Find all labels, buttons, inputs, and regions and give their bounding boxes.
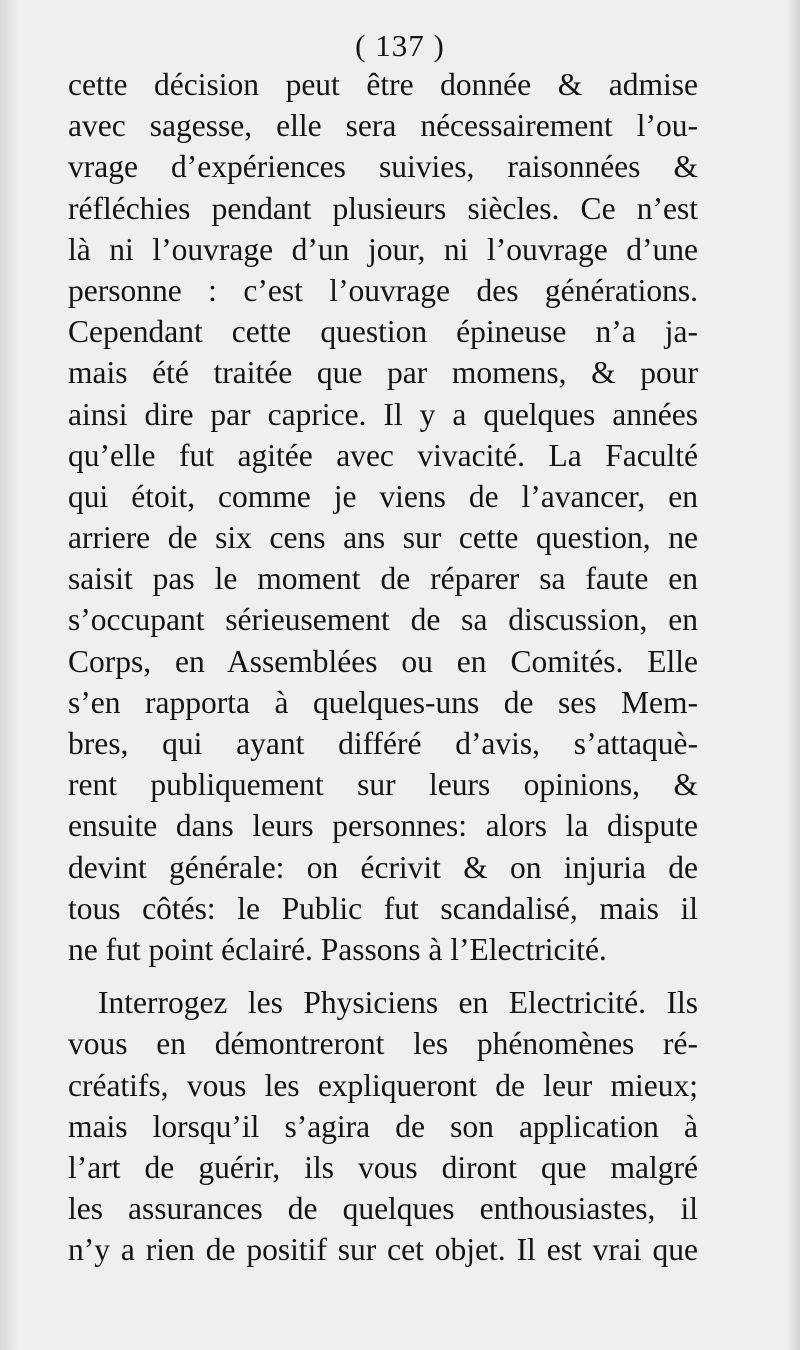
text-line: Cependant cette question épineuse n’a ja-	[68, 314, 698, 350]
text-line: mais été traitée que par momens, & pour	[68, 355, 698, 391]
paragraph	[68, 982, 698, 1270]
text-line: bres, qui ayant différé d’avis, s’attaquè-	[68, 726, 698, 761]
text-line: n’y a rien de positif sur cet objet. Il est vrai que	[68, 1232, 698, 1268]
text-line: là ni l’ouvrage d’un jour, ni l’ouvrage d’une	[68, 231, 698, 267]
text-line: vrage d’expériences suivies, raisonnées &	[68, 149, 698, 185]
text-line: mais lorsqu’il s’agira de son application à	[68, 1108, 698, 1144]
text-line: personne : c’est l’ouvrage des générations.	[68, 272, 698, 308]
page-number: ( 137 )	[355, 28, 445, 63]
paragraph	[68, 64, 698, 970]
text-line: arriere de six cens ans sur cette question, ne	[68, 520, 698, 556]
text-line: ainsi dire par caprice. Il y a quelques années	[68, 396, 698, 432]
text-line: créatifs, vous les expliqueront de leur mieux;	[68, 1067, 698, 1103]
text-line: qu’elle fut agitée avec vivacité. La Faculté	[68, 437, 698, 473]
text-line: cette décision peut être donnée & admise	[68, 67, 698, 102]
text-line: tous côtés: le Public fut scandalisé, mais il	[68, 890, 698, 926]
text-line: ne fut point éclairé. Passons à l’Electricité.	[68, 931, 607, 967]
text-line: Corps, en Assemblées ou en Comités. Elle	[68, 643, 698, 679]
text-line: ensuite dans leurs personnes: alors la dispute	[68, 808, 698, 844]
text-line: saisit pas le moment de réparer sa faute en	[68, 561, 698, 597]
text-line: avec sagesse, elle sera nécessairement l’ou-	[68, 108, 698, 144]
text-line: s’occupant sérieusement de sa discussion, en	[68, 602, 698, 638]
text-line: s’en rapporta à quelques-uns de ses Mem-	[68, 684, 698, 720]
text-line: réfléchies pendant plusieurs siècles. Ce n’est	[68, 190, 698, 226]
text-line: qui étoit, comme je viens de l’avancer, en	[68, 478, 698, 514]
text-line: l’art de guérir, ils vous diront que malgré	[68, 1149, 698, 1185]
text-line: vous en démontreront les phénomènes ré-	[68, 1026, 698, 1062]
text-line: rent publiquement sur leurs opinions, &	[68, 767, 698, 803]
paragraph-spacer	[68, 970, 698, 982]
body-text	[68, 64, 698, 1270]
text-line: Interrogez les Physiciens en Electricité. Ils	[98, 985, 698, 1021]
text-line: devint générale: on écrivit & on injuria de	[68, 849, 698, 885]
text-line: les assurances de quelques enthousiastes, il	[68, 1191, 698, 1227]
